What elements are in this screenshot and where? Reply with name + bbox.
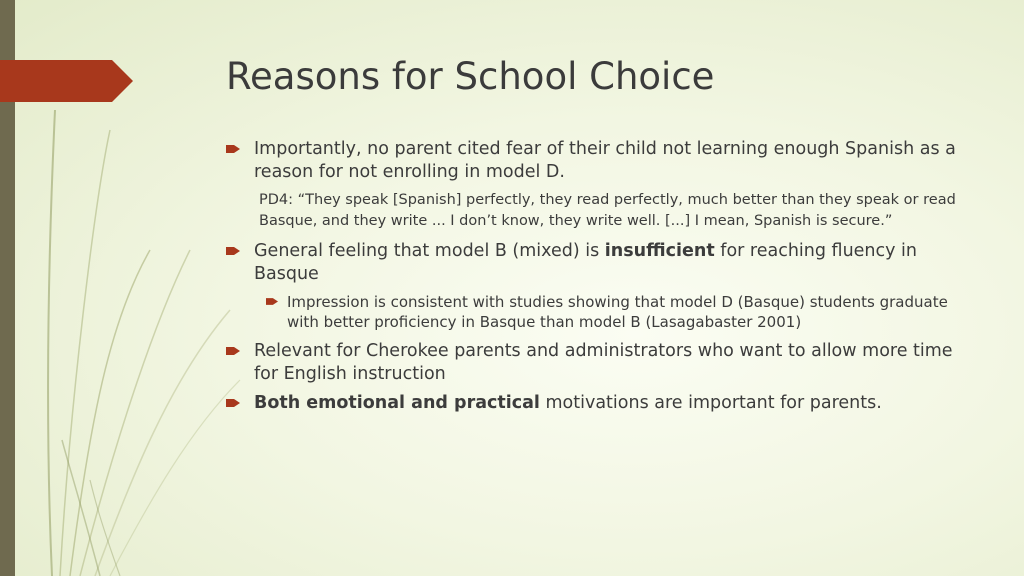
bullet-text <box>254 241 917 284</box>
arrow-bullet-icon <box>266 297 278 306</box>
parent-quote <box>226 190 966 232</box>
bullet-text-part: motivations are important for parents. <box>539 393 882 413</box>
arrow-bullet-icon <box>226 346 240 356</box>
bullet-text-part: General feeling that model B (mixed) is <box>254 241 605 261</box>
bullet-item <box>226 340 966 386</box>
bullet-text-part: for reaching fluency in Basque <box>254 241 918 284</box>
arrow-bullet-icon <box>226 398 240 408</box>
arrow-bullet-icon <box>226 246 240 256</box>
bullet-item <box>226 240 966 286</box>
slide-body <box>226 138 966 421</box>
bullet-text-emphasis: insufficient <box>604 241 715 261</box>
bullet-item <box>226 392 966 415</box>
title-accent-tab <box>0 60 133 102</box>
bullet-text <box>254 393 882 413</box>
arrow-bullet-icon <box>226 144 240 154</box>
sub-bullet-item <box>226 292 966 332</box>
sub-bullet-text: Impression is consistent with studies showing that model D (Basque) students graduate with better proficiency in Basque than model B (Lasagabaster 2001) <box>287 293 948 331</box>
quote-text: PD4: “They speak [Spanish] perfectly, they read perfectly, much better than they speak or read Basque, and they write ... I don’t know, they write well. [...] I mean, Spanish is secure.” <box>259 192 956 229</box>
bullet-text: Importantly, no parent cited fear of their child not learning enough Spanish as a reason for not enrolling in model D. <box>254 139 956 182</box>
bullet-item <box>226 138 966 184</box>
bullet-text: Relevant for Cherokee parents and administrators who want to allow more time for English instruction <box>254 341 953 384</box>
slide-title: Reasons for School Choice <box>226 55 715 98</box>
bullet-text-emphasis: Both emotional and practical <box>254 393 540 413</box>
